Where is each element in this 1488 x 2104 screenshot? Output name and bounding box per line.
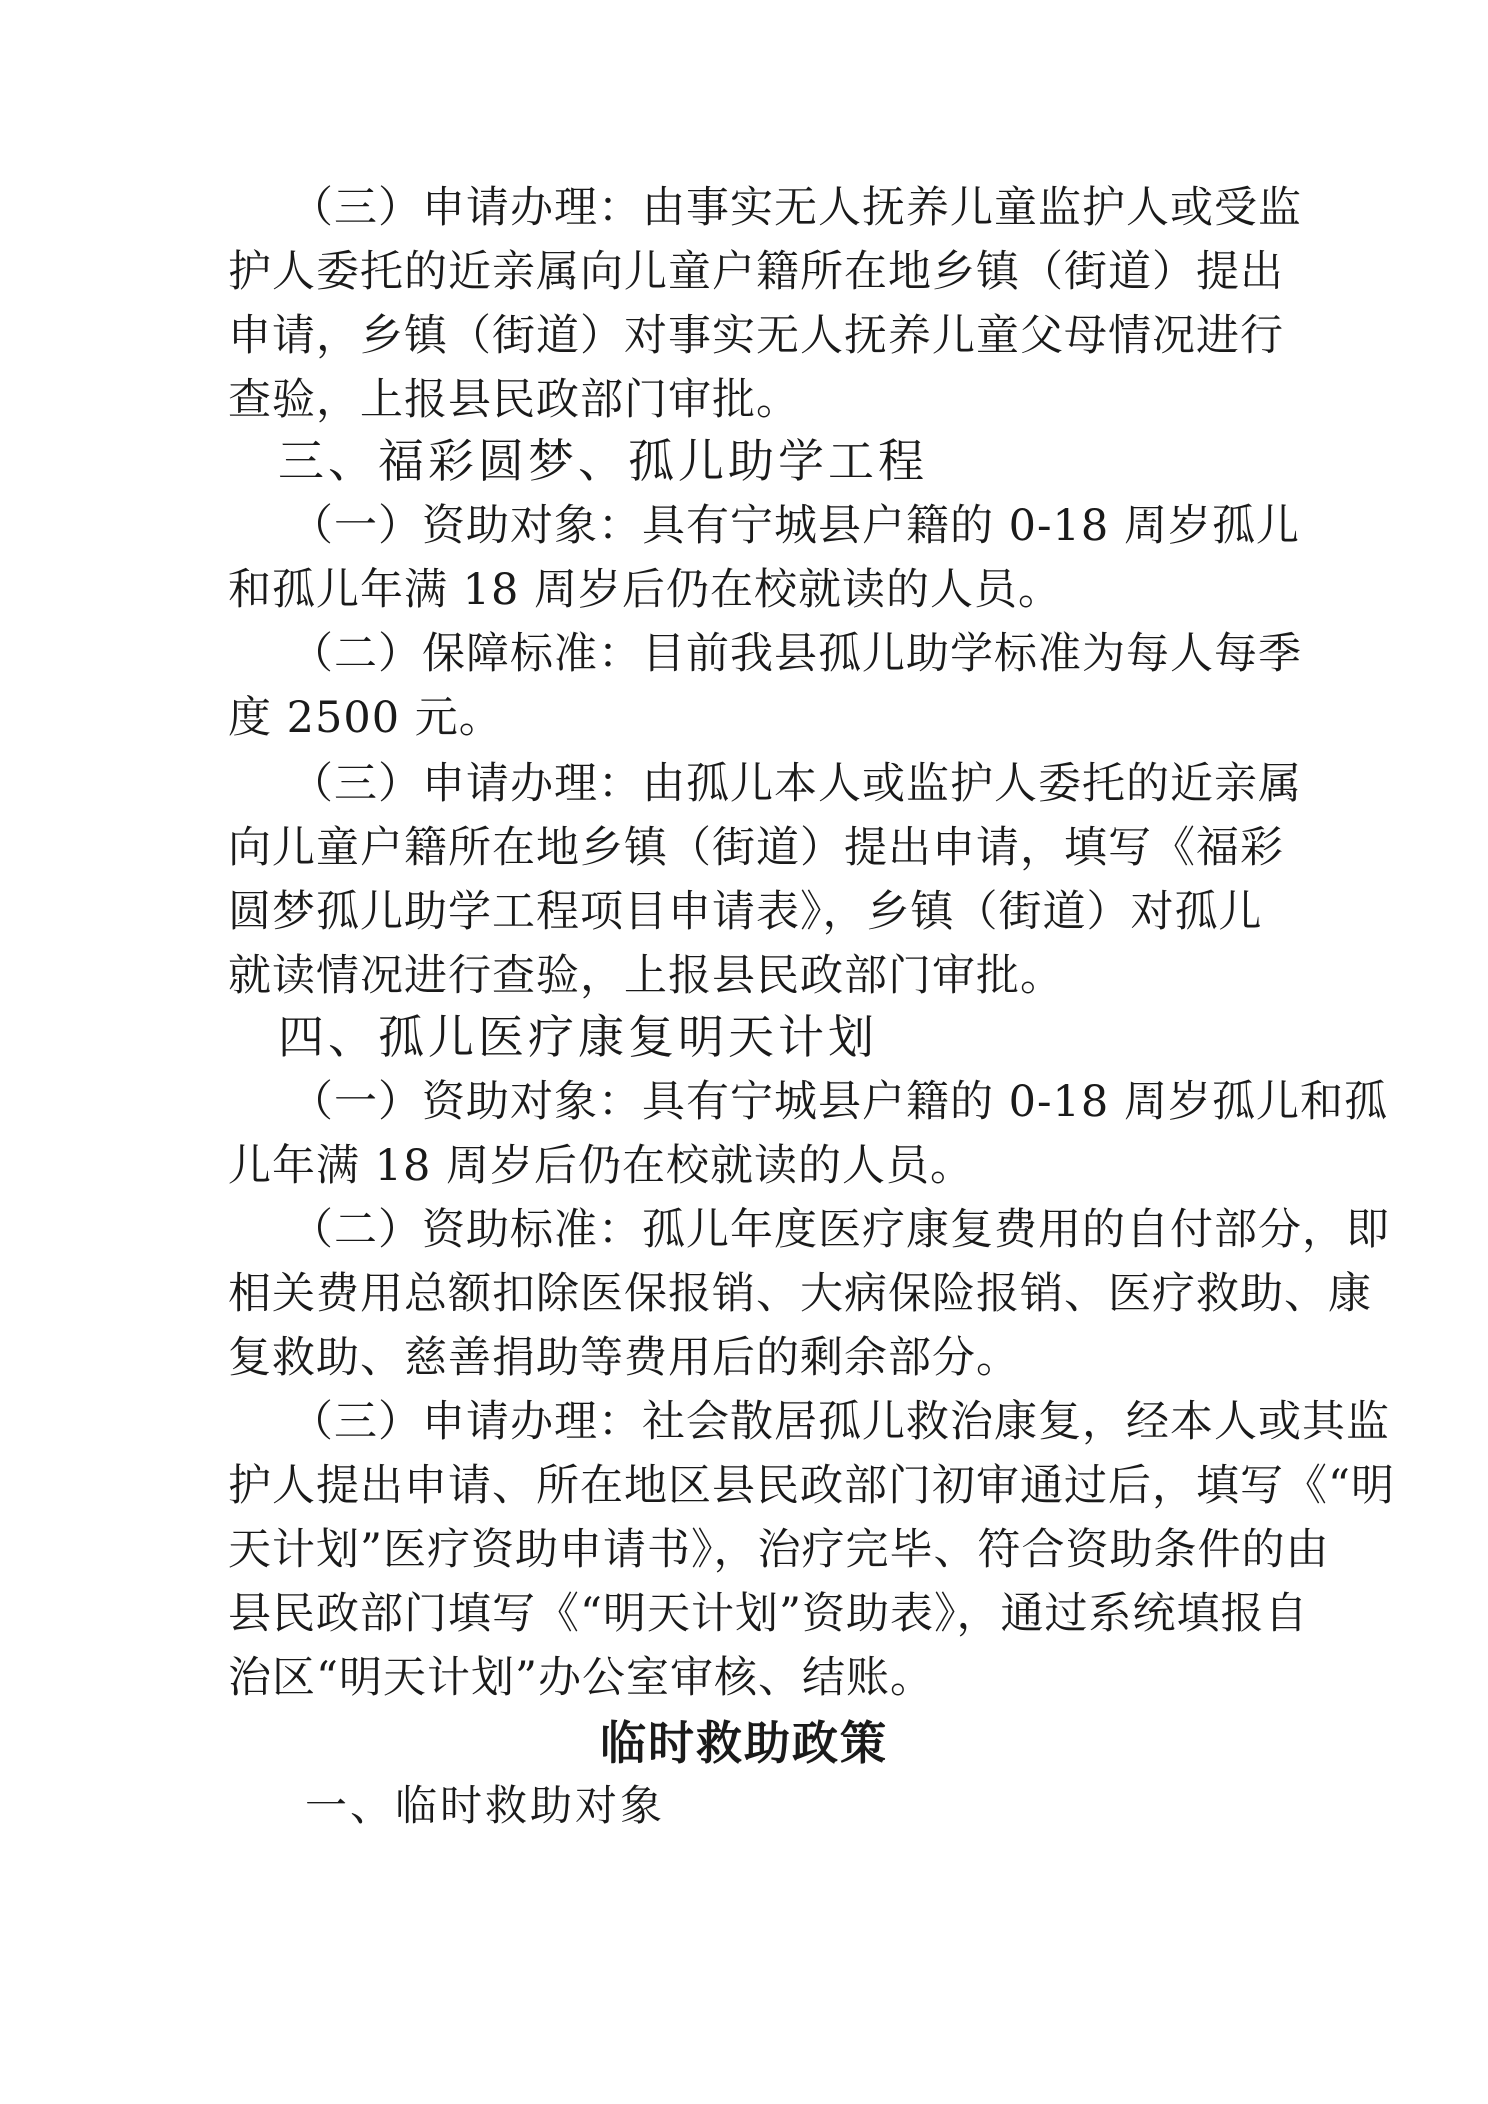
paragraph-line: 查验，上报县民政部门审批。	[228, 375, 800, 425]
paragraph-line: （三）申请办理：社会散居孤儿救治康复，经本人或其监	[290, 1397, 1390, 1447]
paragraph-line: （一）资助对象：具有宁城县户籍的 0-18 周岁孤儿和孤	[290, 1077, 1388, 1127]
paragraph-line: （二）资助标准：孤儿年度医疗康复费用的自付部分，即	[290, 1205, 1390, 1255]
section-heading-3: 三、福彩圆梦、孤儿助学工程	[278, 434, 928, 488]
paragraph-line: 复救助、慈善捐助等费用后的剩余部分。	[228, 1333, 1020, 1383]
paragraph-line: 和孤儿年满 18 周岁后仍在校就读的人员。	[228, 565, 1063, 615]
paragraph-line: 治区“明天计划”办公室审核、结账。	[228, 1653, 934, 1703]
paragraph-line: 相关费用总额扣除医保报销、大病保险报销、医疗救助、康	[228, 1269, 1372, 1319]
paragraph-line: （三）申请办理：由孤儿本人或监护人委托的近亲属	[290, 759, 1302, 809]
policy-section-title: 临时救助政策	[600, 1716, 888, 1770]
paragraph-line: 护人提出申请、所在地区县民政部门初审通过后，填写《“明	[228, 1461, 1395, 1511]
paragraph-line: 护人委托的近亲属向儿童户籍所在地乡镇（街道）提出	[228, 247, 1284, 297]
paragraph-line: 天计划”医疗资助申请书》，治疗完毕、符合资助条件的由	[228, 1525, 1330, 1575]
paragraph-line: 向儿童户籍所在地乡镇（街道）提出申请，填写《福彩	[228, 823, 1284, 873]
paragraph-line: 就读情况进行查验，上报县民政部门审批。	[228, 951, 1064, 1001]
paragraph-line: 圆梦孤儿助学工程项目申请表》，乡镇（街道）对孤儿	[228, 887, 1263, 937]
paragraph-line: 儿年满 18 周岁后仍在校就读的人员。	[228, 1141, 975, 1191]
paragraph-line: （二）保障标准：目前我县孤儿助学标准为每人每季	[290, 629, 1302, 679]
subsection-heading: 一、临时救助对象	[305, 1781, 666, 1830]
paragraph-line: （一）资助对象：具有宁城县户籍的 0-18 周岁孤儿	[290, 501, 1300, 551]
section-heading-4: 四、孤儿医疗康复明天计划	[278, 1010, 878, 1064]
paragraph-line: 申请，乡镇（街道）对事实无人抚养儿童父母情况进行	[228, 311, 1284, 361]
paragraph-line: （三）申请办理：由事实无人抚养儿童监护人或受监	[290, 183, 1302, 233]
paragraph-line: 县民政部门填写《“明天计划”资助表》，通过系统填报自	[228, 1589, 1309, 1639]
paragraph-line: 度 2500 元。	[228, 693, 503, 743]
